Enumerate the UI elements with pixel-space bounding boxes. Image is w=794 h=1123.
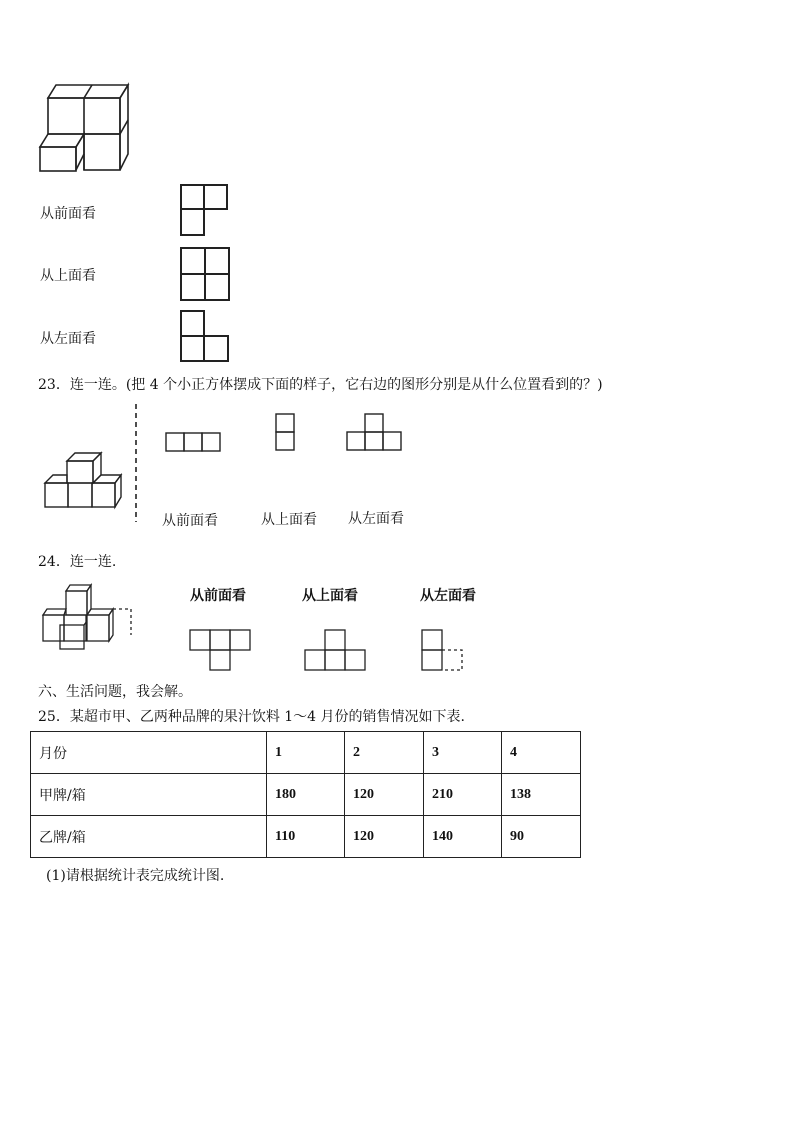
q23-label-front: 从前面看	[162, 513, 218, 529]
question-25-sub1: (1)请根据统计表完成统计图.	[46, 868, 225, 884]
question-24-title: 24．连一连.	[38, 554, 117, 570]
table-cell: 90	[502, 816, 581, 858]
question-23-title: 23．连一连。(把 4 个小正方体摆成下面的样子，它右边的图形分别是从什么位置看到的？)	[38, 377, 603, 393]
table-cell: 120	[345, 774, 424, 816]
top-view-icon	[180, 247, 230, 301]
q23-label-left: 从左面看	[348, 511, 404, 527]
table-header-row	[31, 732, 581, 774]
table-cell: 138	[502, 774, 581, 816]
table-cell: 110	[267, 816, 345, 858]
table-cell: 月份	[31, 732, 267, 774]
q24-shape-left-icon	[421, 629, 465, 671]
table-cell: 120	[345, 816, 424, 858]
table-row	[31, 774, 581, 816]
table-cell: 3	[424, 732, 502, 774]
table-cell: 140	[424, 816, 502, 858]
q23-cube-figure	[45, 453, 123, 511]
q24-label-top: 从上面看	[302, 588, 358, 604]
q24-label-front: 从前面看	[190, 588, 246, 604]
table-cell: 210	[424, 774, 502, 816]
table-cell: 180	[267, 774, 345, 816]
q24-label-left: 从左面看	[420, 588, 476, 604]
cube-stack-figure	[40, 82, 130, 177]
table-cell: 乙牌/箱	[31, 816, 267, 858]
front-view-icon	[180, 184, 228, 236]
q23-shape-two-column-icon	[275, 413, 295, 451]
q24-cube-figure	[43, 585, 135, 651]
view-label-front: 从前面看	[40, 206, 96, 222]
q23-shape-three-row-icon	[165, 432, 221, 452]
q23-label-top: 从上面看	[261, 512, 317, 528]
q23-shape-t-icon	[346, 413, 402, 451]
table-cell: 甲牌/箱	[31, 774, 267, 816]
table-cell: 4	[502, 732, 581, 774]
divider-dashed-line	[134, 404, 138, 522]
sales-table	[30, 731, 581, 858]
view-label-top: 从上面看	[40, 268, 96, 284]
table-row	[31, 816, 581, 858]
table-cell: 1	[267, 732, 345, 774]
question-25-title: 25．某超市甲、乙两种品牌的果汁饮料 1～4 月份的销售情况如下表.	[38, 709, 465, 725]
q24-shape-front-icon	[189, 629, 251, 671]
view-label-left: 从左面看	[40, 331, 96, 347]
table-cell: 2	[345, 732, 424, 774]
section-6-title: 六、生活问题，我会解。	[38, 684, 192, 700]
q24-shape-top-icon	[304, 629, 366, 671]
left-view-icon	[180, 310, 229, 362]
